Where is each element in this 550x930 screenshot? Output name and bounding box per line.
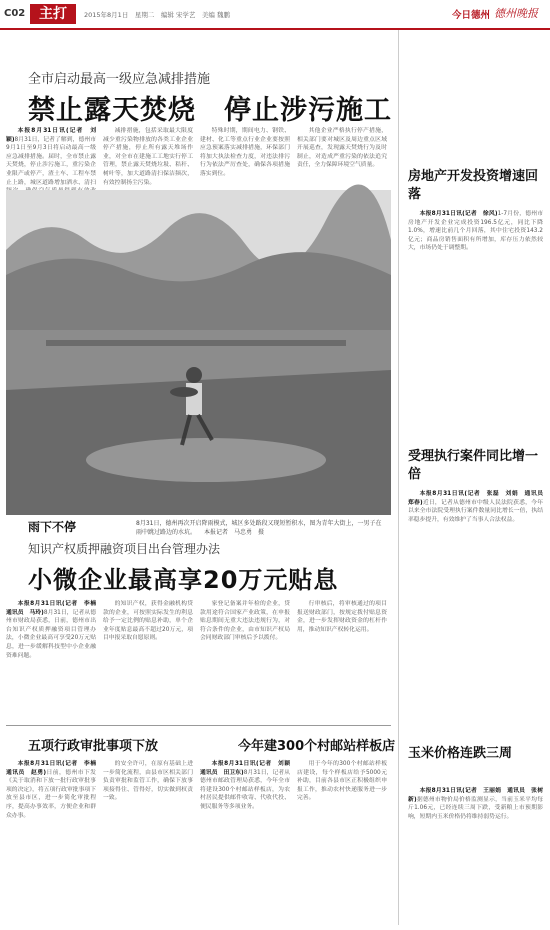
sub2-headline: 今年建300个村邮站样板店: [238, 739, 396, 754]
rain-photo: [6, 190, 391, 515]
lead-kicker: 全市启动最高一级应急减排措施: [28, 72, 211, 87]
sub1-col-2: 的安全许可，在原有基础上进一步简化流程，由县市区相关部门负责审批和监管工作，确保下放事项接得住、管得好，切实做到权责一致。: [103, 761, 193, 802]
lead-headline: 禁止露天焚烧 停止涉污施工: [28, 95, 392, 126]
photo-caption: 8月31日，德州再次开启降雨模式，城区多处路段又现短暂积水，图为青年大街上，一男子在雨中跳过路边的水坑。 本报记者 马忠勇 摄: [136, 520, 382, 536]
section-tab[interactable]: 主打: [30, 4, 76, 24]
ip-col-3: 家登记备案并年检的企业，贷款用途符合国家产业政策，在申报贴息期间无重大违法违规行为，对符合条件的企业，由市知识产权局会同财政部门审核后予以拨付。: [200, 601, 290, 642]
ip-kicker: 知识产权质押融资项目出台管理办法: [28, 542, 221, 556]
page-header: [0, 0, 550, 30]
side-1-body: 本报8月31日讯(记者 徐风)1-7月份，德州市房地产开发企业完成投资196.5亿元，同比下降1.0%，增速比前几个月回落，其中住宅投资143.2亿元；商品房销售面积有所增加，库存压力依然较大，市场仍处于调整期。: [408, 211, 544, 252]
photo-illustration: [6, 190, 391, 515]
ip-col-1: 本报8月31日讯(记者 李楠 通讯员 马玲)8月31日，记者从德州市财政局获悉，日前，德州市出台知识产权质押融资项目管理办法，小微企业最高可享受20万元贴息，进一步缓解科技型中小企业融资难问题。: [6, 601, 102, 659]
photo-credit: 本报记者 马忠勇 摄: [203, 529, 264, 536]
lead-col-1: 本报8月31日讯(记者 刘颖)8月31日，记者了解到，德州市9月1日至9月3日将启动最高一级应急减排措施。届时，全市禁止露天焚烧，停止涉污施工，重污染企业限产或停产，渣土车、工程车禁止上路，城区道路增加洒水、清扫: [6, 128, 96, 186]
side-3-headline: 玉米价格连跌三周: [408, 746, 513, 761]
sub2-col-1: 本报8月31日讯(记者 刘颖 通讯员 田卫东)8月31日，记者从德州市邮政管理局获悉，今年全市将建设300个村邮站样板店，为农村居民提供邮件收寄、代收代投、便民服务等多项业务。: [200, 761, 296, 810]
sub1-headline: 五项行政审批事项下放: [28, 739, 159, 754]
ip-col-2: 的知识产权，获得金融机构贷款的企业，可按照实际发生的利息给予一定比例的贴息补助，单个企业年度贴息最高不超过20万元，项目申报采取自愿原则。: [103, 601, 193, 642]
ip-body: [6, 600, 391, 715]
side-3-body: 本报8月31日讯(记者 王丽娟 通讯员 张树新)据德州市物价局价格监测显示，当前玉米平均每斤1.06元，已经连续三周下跌，受新粮上市预期影响，短期内玉米价格仍将维持弱势运行。: [408, 788, 543, 820]
issue-meta: 2015年8月1日 星期二 编辑 宋学艺 美编 魏鹏: [84, 11, 230, 19]
ip-headline: 小微企业最高享20万元贴息: [28, 566, 339, 594]
brand-logo: 德州晚报: [494, 7, 538, 20]
column-divider: [398, 30, 399, 925]
lead-col-4: 其他企业严格执行停产措施，相关部门要对城区及周边重点区域开展巡查，发现露天焚烧行为及时制止，对造成严重污染的依法追究责任，全力保障环境空气质量。: [297, 128, 387, 169]
page-number: C02: [4, 8, 26, 19]
side-2-headline: 受理执行案件同比增一倍: [408, 449, 539, 482]
side-1-headline: 房地产开发投资增速回落: [408, 169, 539, 202]
side-2-body: 本报8月31日讯(记者 张磊 刘娟 通讯员 郑春)近日，记者从德州市中级人民法院获悉，今年以来全市法院受理执行案件数量同比增长一倍，执结率稳步提升，有效维护了当事人合法权益。: [408, 491, 549, 523]
sub1-col-1: 本报8月31日讯(记者 李楠 通讯员 赵勇)日前，德州市下发《关于取消和下放一批行政审批事项的决定》，将五项行政审批事项下放至县市区，进一步简化审批程序，提高办事效率，方便企业和群众办事。: [6, 761, 102, 819]
lead-body: [6, 127, 391, 187]
divider: [6, 725, 391, 726]
sub2-col-2: 用于今年的300个村邮站样板店建设，每个样板店给予5000元补助，目前各县市区正积极组织申报工作，推动农村快递服务进一步完善。: [297, 761, 387, 802]
brand-label: 今日德州: [452, 10, 491, 21]
ip-col-4: 行审核后，将审核通过的项目报送财政部门，按规定拨付贴息资金，进一步发挥财政资金的杠杆作用，推动知识产权转化运用。: [297, 601, 387, 633]
lead-col-3: 特殊时期，期间电力、钢铁、建材、化工等重点行业企业要按照应急预案落实减排措施，环保部门将加大执法检查力度，对违法排污行为依法严厉查处，确保各项措施落实到位。: [200, 128, 290, 177]
lead-col-2: 减排措施，包括采取最大限度减少重污染物排放的各类工业企业停产措施，停止所有露天堆场作业，对全市在建施工工地实行停工管理，禁止露天焚烧垃圾、秸秆、树叶等，加大道路清扫保洁频次，有效控制扬尘污染。: [103, 128, 193, 186]
photo-title: 雨下不停: [28, 520, 77, 534]
